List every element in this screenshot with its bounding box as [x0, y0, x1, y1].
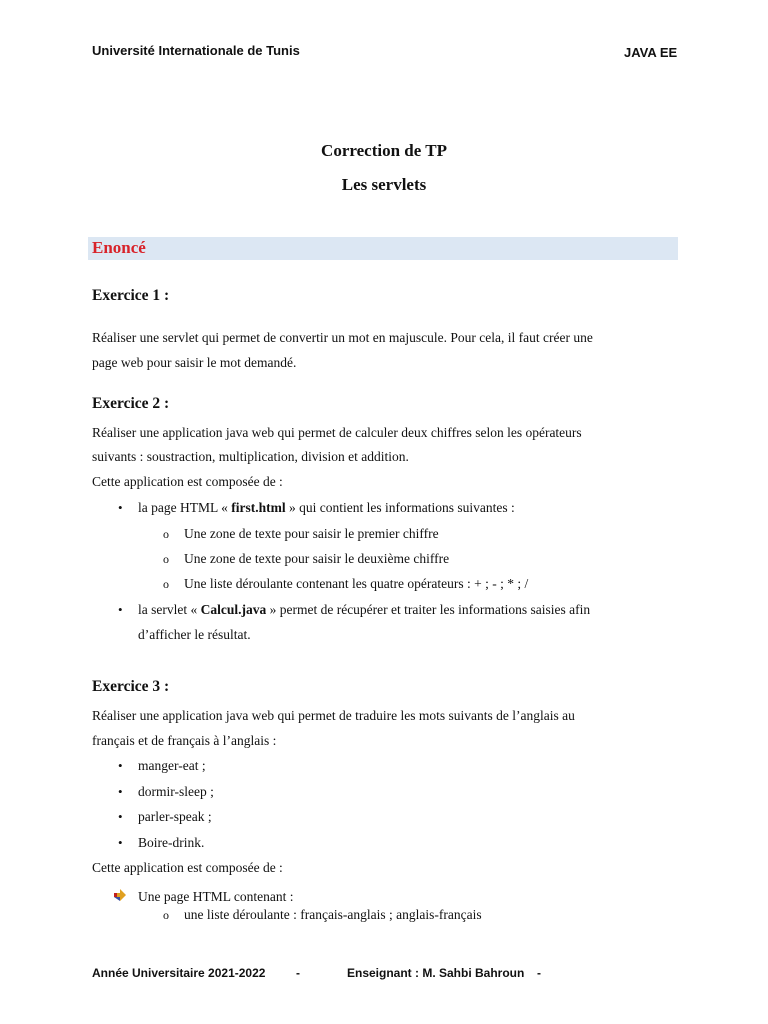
ex2-line-1: Réaliser une application java web qui permet de calculer deux chiffres selon les opérateurs [92, 425, 582, 440]
ex3-line-2: français et de français à l’anglais : [92, 733, 277, 748]
section-heading [88, 237, 678, 260]
ex2-sub-2: Une zone de texte pour saisir le deuxième chiffre [184, 551, 450, 566]
arrow-bullet-icon [114, 889, 126, 901]
circle-bullet-icon: o [163, 527, 169, 541]
footer-dash: - [537, 966, 541, 980]
bullet-icon: • [118, 835, 123, 850]
ex2-line-3: Cette application est composée de : [92, 474, 283, 489]
header-course: JAVA EE [624, 45, 678, 60]
ex3-word-item: parler-speak ; [138, 809, 212, 824]
ex2-line-2: suivants : soustraction, multiplication, division et addition. [92, 449, 409, 464]
bullet-icon: • [118, 809, 123, 824]
ex3-line-3: Cette application est composée de : [92, 860, 283, 875]
ex2-sub-3: Une liste déroulante contenant les quatre opérateurs : + ; - ; * ; / [184, 576, 529, 591]
header-university: Université Internationale de Tunis [92, 43, 300, 58]
doc-title: Correction de TP [321, 141, 447, 160]
ex1-line-1: Réaliser une servlet qui permet de convertir un mot en majuscule. Pour cela, il faut créer une [92, 330, 593, 345]
exercise-1-title: Exercice 1 : [92, 287, 170, 304]
bullet-icon: • [118, 758, 123, 773]
circle-bullet-icon: o [163, 908, 169, 922]
ex2-bullet-2-cont: d’afficher le résultat. [138, 627, 251, 642]
bullet-icon: • [118, 784, 123, 799]
footer-teacher: Enseignant : M. Sahbi Bahroun [347, 966, 525, 980]
bullet-icon: • [118, 602, 123, 617]
ex2-bullet-2: la servlet « Calcul.java » permet de récupérer et traiter les informations saisies afin [138, 602, 591, 617]
ex3-line-1: Réaliser une application java web qui permet de traduire les mots suivants de l’anglais au [92, 708, 575, 723]
doc-subtitle: Les servlets [341, 175, 427, 194]
ex1-line-2: page web pour saisir le mot demandé. [92, 355, 297, 370]
filename-first-html: first.html [231, 500, 286, 515]
circle-bullet-icon: o [163, 577, 169, 591]
circle-bullet-icon: o [163, 552, 169, 566]
exercise-2-title: Exercice 2 : [92, 395, 170, 412]
section-heading-text: Enoncé [92, 238, 146, 257]
bullet-icon: • [118, 500, 123, 515]
ex3-word-item: Boire-drink. [138, 835, 205, 850]
ex3-bullet-1: Une page HTML contenant : [138, 889, 294, 904]
exercise-3-title: Exercice 3 : [92, 678, 170, 695]
ex3-word-item: manger-eat ; [138, 758, 206, 773]
ex2-bullet-1: la page HTML « first.html » qui contient les informations suivantes : [138, 500, 515, 515]
ex3-sub-1: une liste déroulante : français-anglais ; anglais-français [184, 907, 482, 922]
footer-dash: - [296, 966, 300, 980]
ex3-word-item: dormir-sleep ; [138, 784, 214, 799]
footer-year: Année Universitaire 2021-2022 [92, 966, 266, 980]
filename-calcul-java: Calcul.java [200, 602, 267, 617]
ex2-sub-1: Une zone de texte pour saisir le premier chiffre [184, 526, 439, 541]
